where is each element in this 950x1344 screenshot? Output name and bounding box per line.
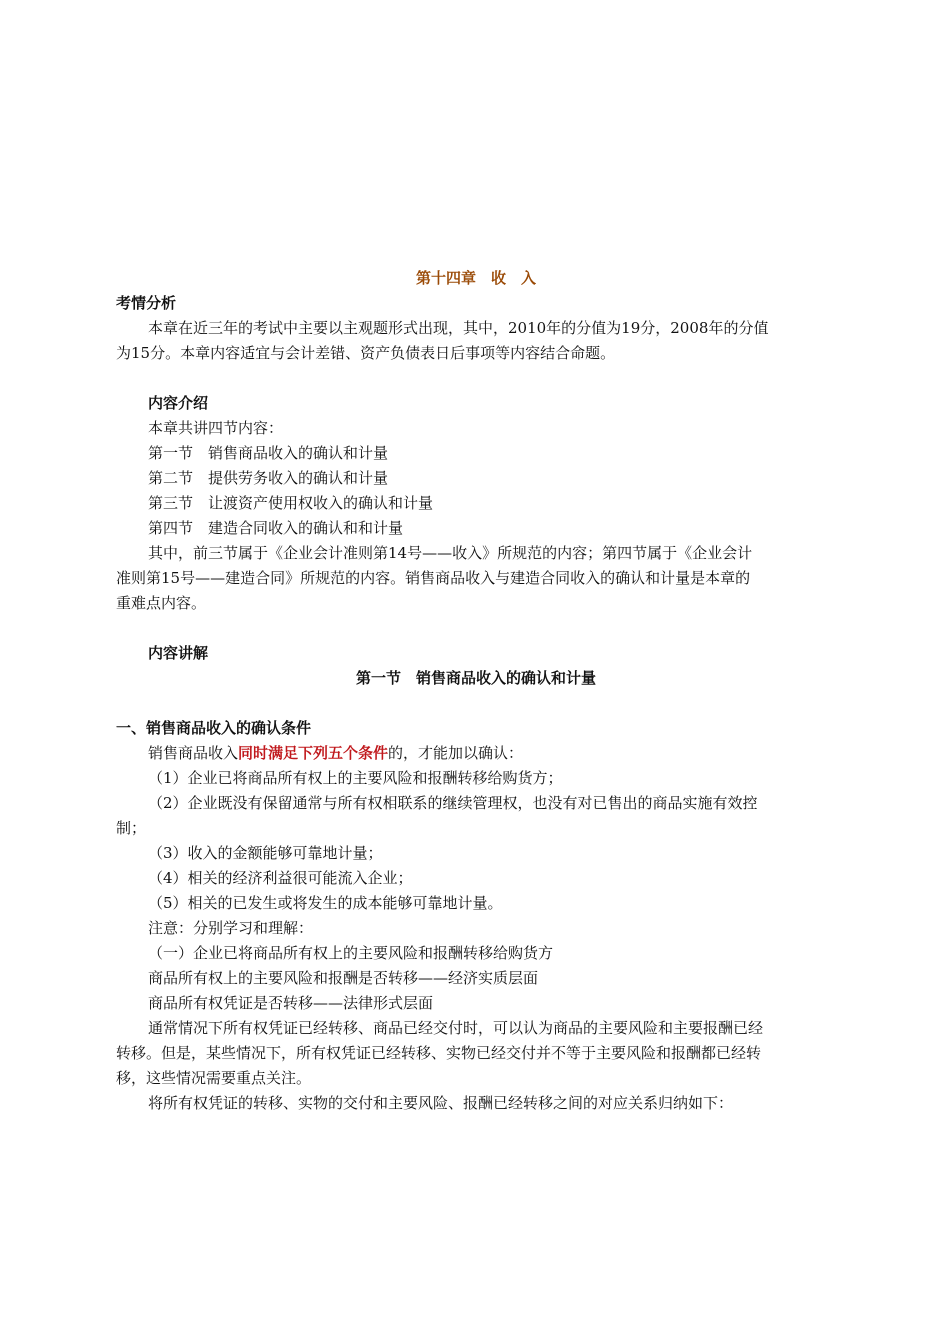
note-line-3: 商品所有权凭证是否转移——法律形式层面 — [148, 994, 434, 1012]
explain-para-line-3: 移，这些情况需要重点关注。 — [116, 1069, 312, 1087]
condition-3: （3）收入的金额能够可靠地计量； — [148, 844, 383, 862]
explain-para-line-1: 通常情况下所有权凭证已经转移、商品已经交付时，可以认为商品的主要风险和主要报酬已经 — [148, 1019, 764, 1037]
intro-para-line-1: 其中，前三节属于《企业会计准则第14号——收入》所规范的内容；第四节属于《企业会计 — [148, 544, 753, 562]
condition-4: （4）相关的经济利益很可能流入企业； — [148, 869, 413, 887]
conditions-highlight: 同时满足下列五个条件 — [238, 744, 389, 762]
intro-para-line-3: 重难点内容。 — [116, 594, 207, 612]
intro-heading: 内容介绍 — [148, 394, 209, 412]
condition-2-cont: 制； — [116, 819, 147, 837]
conditions-lead-post: 的，才能加以确认： — [388, 744, 524, 762]
explain-para-line-2: 转移。但是，某些情况下，所有权凭证已经转移、实物已经交付并不等于主要风险和报酬都已经转 — [116, 1044, 762, 1062]
intro-lead: 本章共讲四节内容： — [148, 419, 284, 437]
section-title: 第一节 销售商品收入的确认和计量 — [355, 669, 596, 687]
conditions-lead-pre: 销售商品收入 — [148, 744, 239, 762]
note-line: 注意：分别学习和理解： — [148, 919, 314, 937]
intro-para-line-2: 准则第15号——建造合同》所规范的内容。销售商品收入与建造合同收入的确认和计量是本章的 — [116, 569, 751, 587]
analysis-line-2: 为15分。本章内容适宜与会计差错、资产负债表日后事项等内容结合命题。 — [116, 344, 616, 362]
sub-heading: 一、销售商品收入的确认条件 — [116, 719, 312, 737]
note-item: （一）企业已将商品所有权上的主要风险和报酬转移给购货方 — [148, 944, 554, 962]
intro-section-1: 第一节 销售商品收入的确认和计量 — [148, 444, 389, 462]
analysis-line-1: 本章在近三年的考试中主要以主观题形式出现，其中，2010年的分值为19分，2008年的分值 — [148, 319, 769, 337]
explain-heading: 内容讲解 — [148, 644, 209, 662]
intro-section-4: 第四节 建造合同收入的确认和和计量 — [148, 519, 404, 537]
conditions-lead — [116, 741, 836, 766]
chapter-title: 第十四章 收 入 — [415, 269, 536, 287]
summary-line: 将所有权凭证的转移、实物的交付和主要风险、报酬已经转移之间的对应关系归纳如下： — [148, 1094, 734, 1112]
condition-1: （1）企业已将商品所有权上的主要风险和报酬转移给购货方； — [148, 769, 563, 787]
spacer — [116, 366, 836, 391]
analysis-heading: 考情分析 — [116, 294, 177, 312]
condition-5: （5）相关的已发生或将发生的成本能够可靠地计量。 — [148, 894, 503, 912]
note-line-2: 商品所有权上的主要风险和报酬是否转移——经济实质层面 — [148, 969, 539, 987]
document-body — [116, 266, 836, 1116]
spacer — [116, 691, 836, 716]
intro-section-3: 第三节 让渡资产使用权收入的确认和计量 — [148, 494, 434, 512]
intro-section-2: 第二节 提供劳务收入的确认和计量 — [148, 469, 389, 487]
spacer — [116, 616, 836, 641]
condition-2: （2）企业既没有保留通常与所有权相联系的继续管理权，也没有对已售出的商品实施有效控 — [148, 794, 758, 812]
